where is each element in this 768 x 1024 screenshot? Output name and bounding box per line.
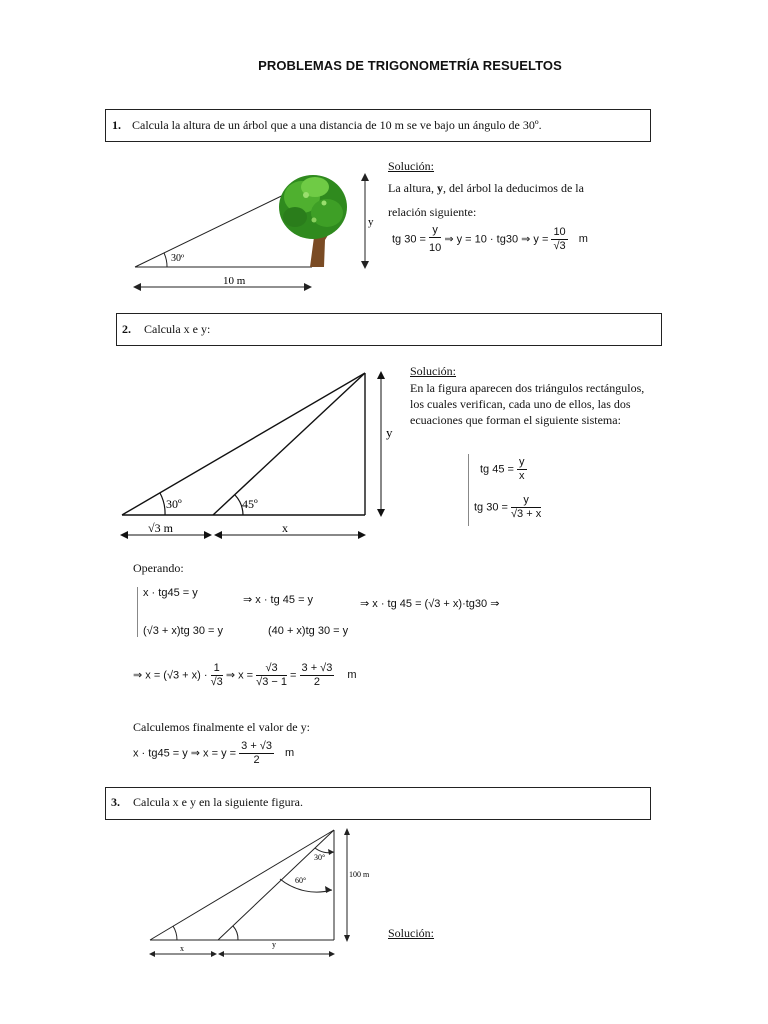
problem-3-number: 3. (111, 795, 120, 809)
p1-base-label: 10 m (223, 275, 246, 287)
page-title: PROBLEMAS DE TRIGONOMETRÍA RESUELTOS (258, 58, 562, 73)
p3-solution-label-text: Solución: (388, 926, 435, 940)
p1-angle-label: 30º (171, 253, 185, 264)
p2-height-label: y (386, 425, 393, 440)
p2-r3-unit: m (347, 669, 357, 682)
problem-1-statement: Calcula la altura de un árbol que a una distancia de 10 m se ve bajo un ángulo de 30º. (132, 118, 542, 132)
p2-base1-label: √3 m (148, 521, 173, 535)
p2-sys2-num: y (511, 494, 541, 508)
p2-solution (410, 362, 660, 428)
p1-eq-num-y: y (429, 224, 441, 238)
p1-equation (392, 224, 588, 255)
p1-eq-den-r3: √3 (553, 240, 566, 252)
p2-result (133, 662, 357, 689)
p1-height-label: y (368, 216, 374, 228)
p2-r2: ⇒ x = (225, 669, 254, 682)
p2-sys1-lhs: tg 45 = (480, 463, 514, 476)
p1-solution-label: Solución: (388, 159, 435, 173)
problem-3-box (105, 787, 651, 820)
p2-angle2-label: 45º (242, 497, 258, 511)
problem-1-number: 1. (112, 118, 121, 132)
p3-base2-label: y (272, 940, 276, 949)
p1-solution-var: y (436, 181, 443, 195)
p2-op4: (√3 + x)tg 30 = y (143, 625, 224, 637)
p2-r1: ⇒ x = (√3 + x) · (133, 669, 208, 682)
p1-eq-unit: m (578, 233, 588, 246)
p2-operations (133, 585, 733, 645)
problem-3-figure (140, 822, 390, 962)
p2-sys1-num: y (519, 456, 525, 468)
p2-base2-label: x (282, 521, 288, 535)
p2-solution-label: Solución: (410, 364, 457, 378)
p1-eq-mid: ⇒ y = 10 · tg30 ⇒ y = (444, 233, 549, 246)
p2-sys1-den: x (519, 470, 525, 482)
problem-1-figure (120, 165, 380, 295)
problem-3-statement: Calcula x e y en la siguiente figura. (133, 795, 303, 809)
problem-1-box (105, 109, 651, 142)
p1-solution-text-c: relación siguiente: (388, 205, 477, 219)
p1-eq-num-10: 10 (553, 226, 566, 238)
p2-final-num: 3 + √3 (241, 740, 272, 752)
p2-op3: ⇒ x · tg 45 = (√3 + x)·tg30 ⇒ (360, 598, 500, 610)
p2-angle1-label: 30º (166, 497, 182, 511)
problem-2-box (116, 313, 662, 346)
p2-final-den: 2 (253, 754, 260, 766)
p1-solution-text-a: La altura, (388, 181, 434, 195)
p2-final-unit: m (285, 747, 295, 760)
p2-r1-den: √3 (210, 676, 223, 688)
p1-eq-lhs: tg 30 = (392, 233, 426, 246)
p2-r3: = (290, 669, 297, 682)
problem-2-number: 2. (122, 322, 131, 336)
p2-operando-label: Operando: (133, 561, 184, 575)
p3-angle2-label: 60° (295, 876, 307, 885)
p1-solution (388, 156, 648, 224)
p2-final-text: Calculemos finalmente el valor de y: (133, 720, 310, 734)
p2-r2-num: √3 (256, 662, 287, 676)
p3-angle1-label: 30° (314, 853, 326, 862)
problem-2-statement: Calcula x e y: (144, 322, 211, 336)
p3-solution-label (388, 926, 434, 941)
p2-final-eq (133, 740, 294, 767)
p2-sys2-den: √3 + x (511, 508, 542, 520)
p2-r2-den: √3 − 1 (256, 676, 287, 688)
p2-r3-num: 3 + √3 (301, 662, 333, 674)
p2-sys2-lhs: tg 30 = (474, 501, 508, 514)
p3-base1-label: x (180, 944, 184, 953)
p2-solution-text: En la figura aparecen dos triángulos rectángulos, los cuales verifican, cada uno de ellos, las dos ecuaciones que forman el siguiente sistema: (410, 381, 645, 427)
p2-op1: x · tg45 = y (143, 587, 198, 599)
p2-op2: ⇒ x · tg 45 = y (243, 594, 314, 606)
p3-height-label: 100 m (349, 870, 370, 879)
p2-op5: (40 + x)tg 30 = y (268, 625, 349, 637)
p1-eq-den-10: 10 (429, 242, 442, 254)
p2-r1-num: 1 (211, 662, 223, 676)
p1-solution-text-b: , del árbol la deducimos de la (442, 181, 584, 195)
p2-r3-den: 2 (313, 676, 320, 688)
tree-icon (279, 175, 347, 267)
p2-final-eq-lhs: x · tg45 = y ⇒ x = y = (133, 747, 237, 760)
problem-2-figure (115, 365, 405, 545)
